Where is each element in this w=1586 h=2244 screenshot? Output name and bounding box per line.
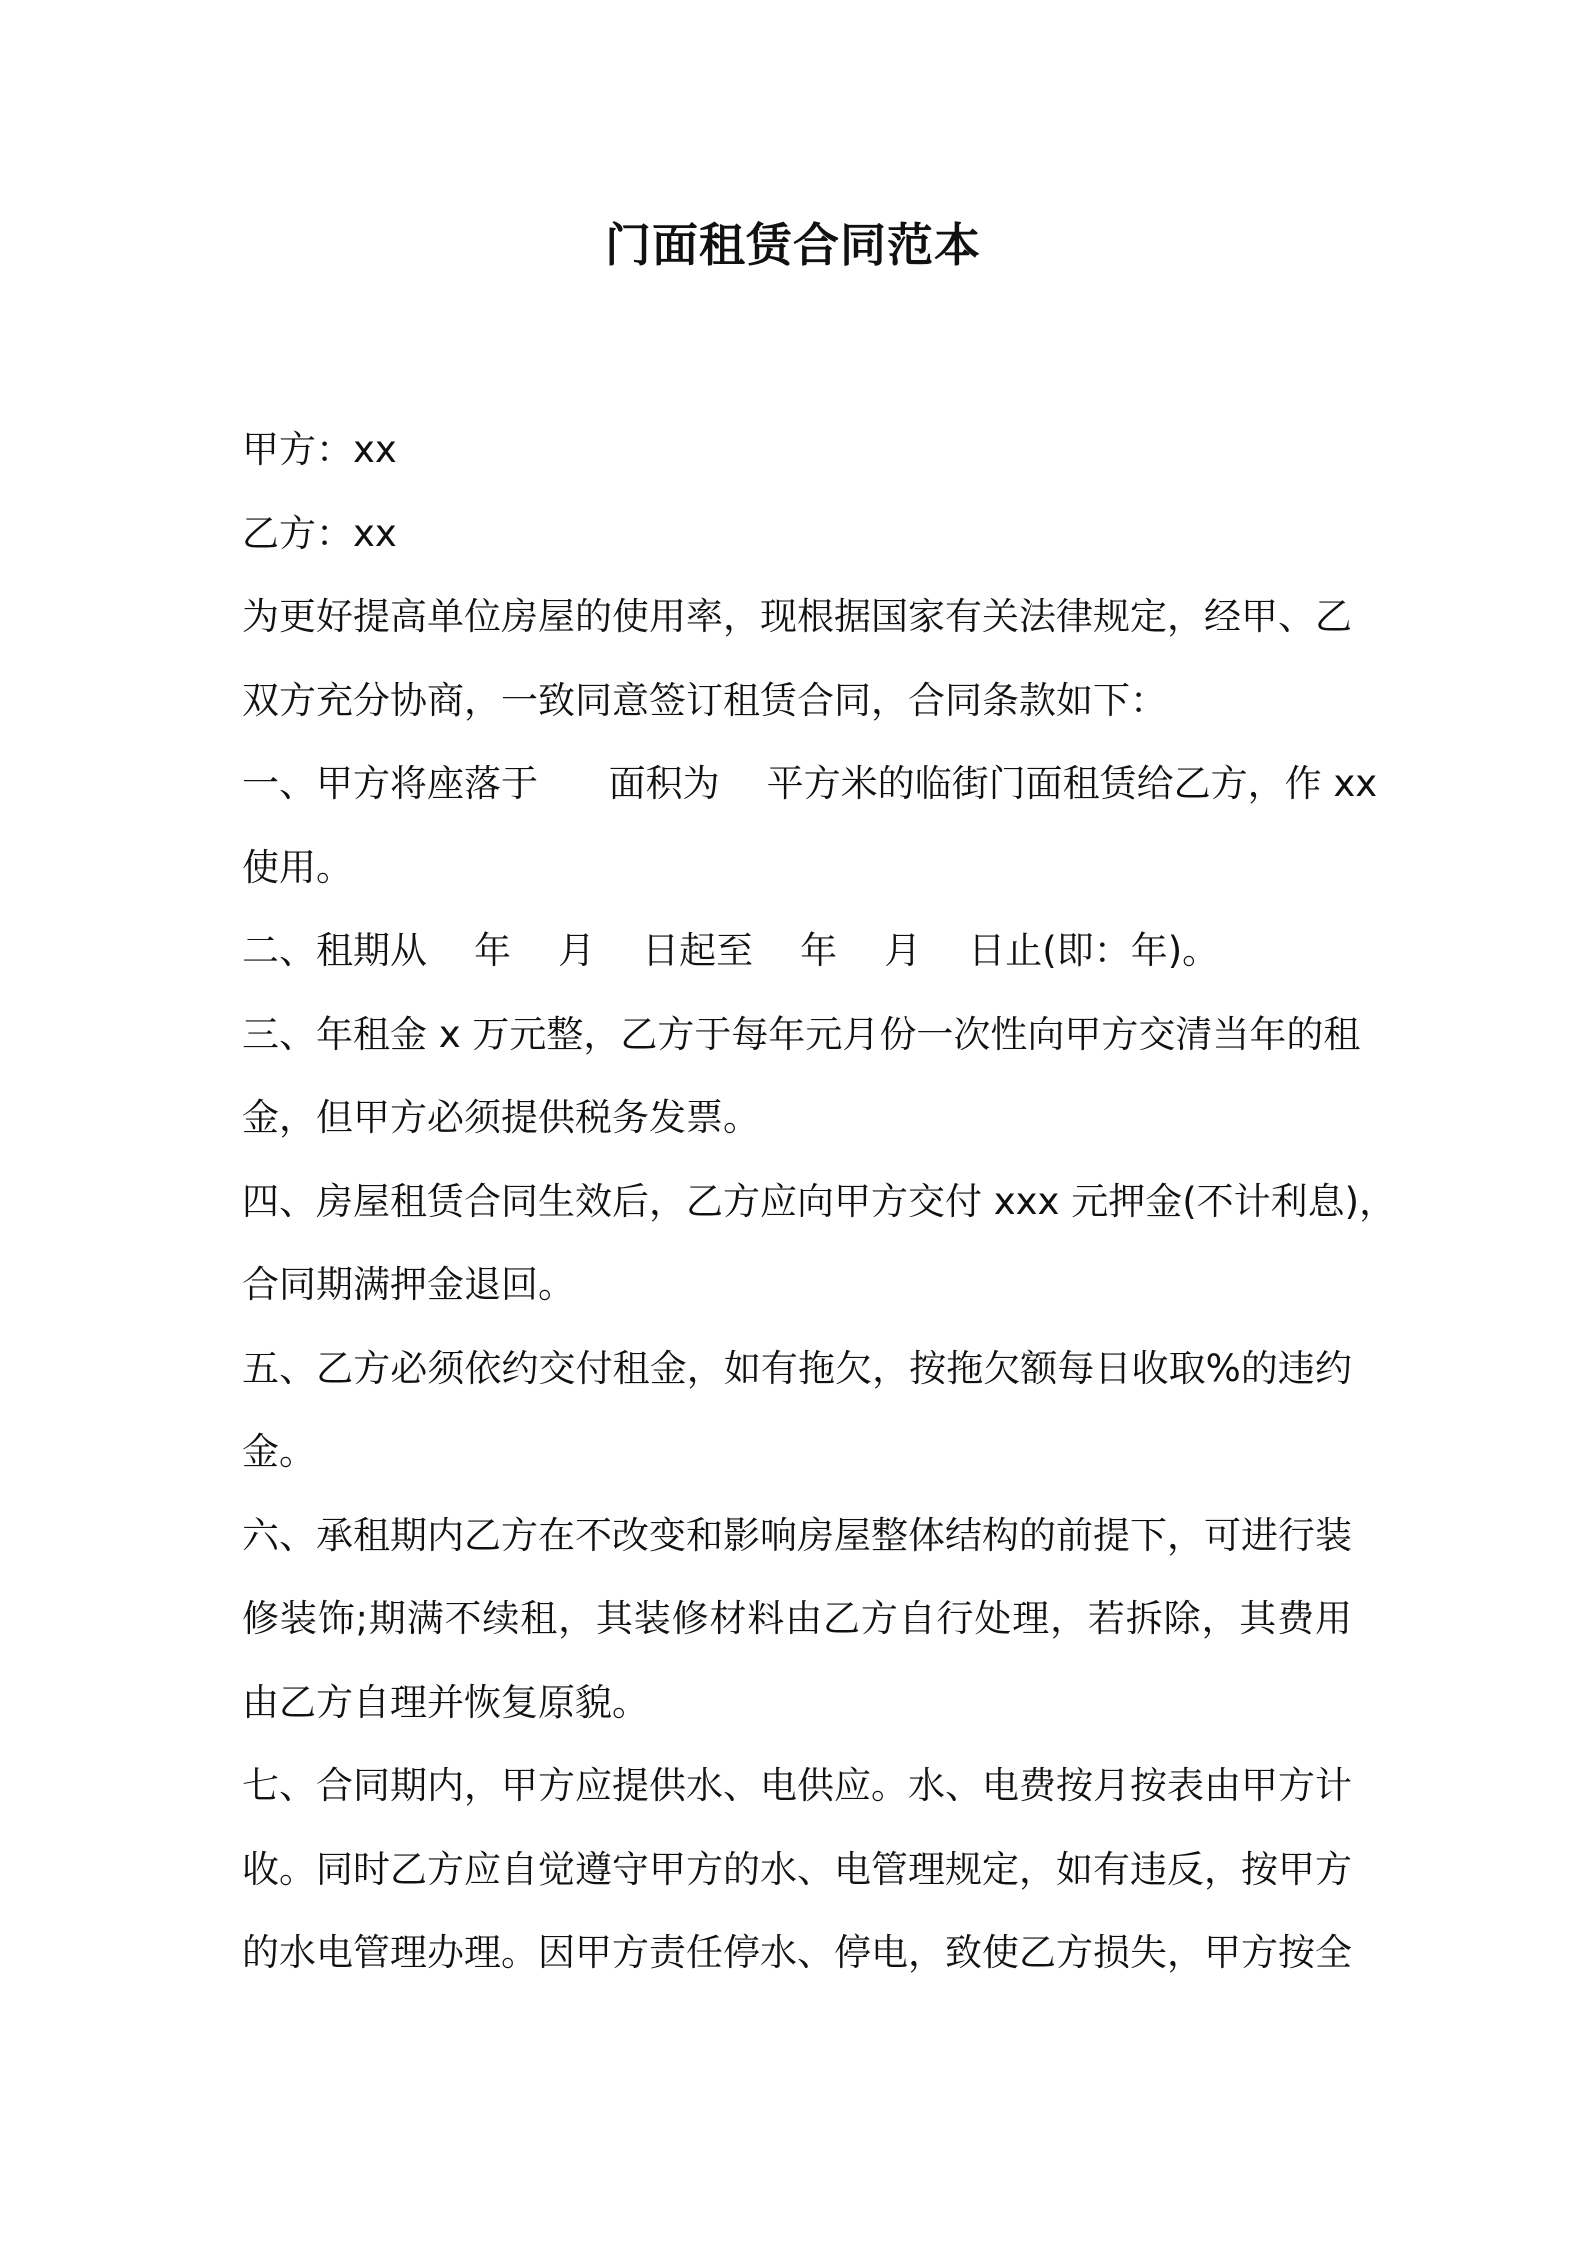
- clause-3-line-2: 金，但甲方必须提供税务发票。: [242, 1096, 760, 1139]
- clause-1-line-1: 一、甲方将座落于 面积为 平方米的临街门面租赁给乙方，作 xx: [242, 762, 1378, 805]
- clause-1-line-2: 使用。: [242, 845, 353, 889]
- clause-7-line-2: 收。同时乙方应自觉遵守甲方的水、电管理规定，如有违反，按甲方: [242, 1847, 1352, 1891]
- preamble-line-2: 双方充分协商，一致同意签订租赁合同，合同条款如下：: [242, 678, 1167, 722]
- party-b-line: 乙方：xx: [242, 511, 397, 555]
- document-title: 门面租赁合同范本: [605, 218, 981, 272]
- party-a-line: 甲方：xx: [242, 428, 397, 471]
- clause-2-line-1: 二、租期从 年 月 日起至 年 月 日止(即：年)。: [242, 929, 1220, 972]
- clause-4-line-2: 合同期满押金退回。: [242, 1263, 575, 1306]
- clause-3-line-1: 三、年租金 x 万元整，乙方于每年元月份一次性向甲方交清当年的租: [242, 1012, 1361, 1056]
- clause-7-line-3: 的水电管理办理。因甲方责任停水、停电，致使乙方损失，甲方按全: [242, 1931, 1352, 1974]
- document-body: [242, 408, 1397, 1995]
- clause-5-line-1: 五、乙方必须依约交付租金，如有拖欠，按拖欠额每日收取%的违约: [242, 1346, 1352, 1390]
- clause-4-line-1: 四、房屋租赁合同生效后，乙方应向甲方交付 xxx 元押金(不计利息)，: [242, 1179, 1397, 1223]
- clause-6-line-1: 六、承租期内乙方在不改变和影响房屋整体结构的前提下，可进行装: [242, 1513, 1352, 1557]
- clause-7-line-1: 七、合同期内，甲方应提供水、电供应。水、电费按月按表由甲方计: [242, 1764, 1352, 1807]
- clause-6-line-2: 修装饰;期满不续租，其装修材料由乙方自行处理，若拆除，其费用: [242, 1597, 1352, 1640]
- clause-6-line-3: 由乙方自理并恢复原貌。: [242, 1680, 649, 1724]
- clause-5-line-2: 金。: [242, 1430, 316, 1473]
- preamble-line-1: 为更好提高单位房屋的使用率，现根据国家有关法律规定，经甲、乙: [242, 595, 1352, 638]
